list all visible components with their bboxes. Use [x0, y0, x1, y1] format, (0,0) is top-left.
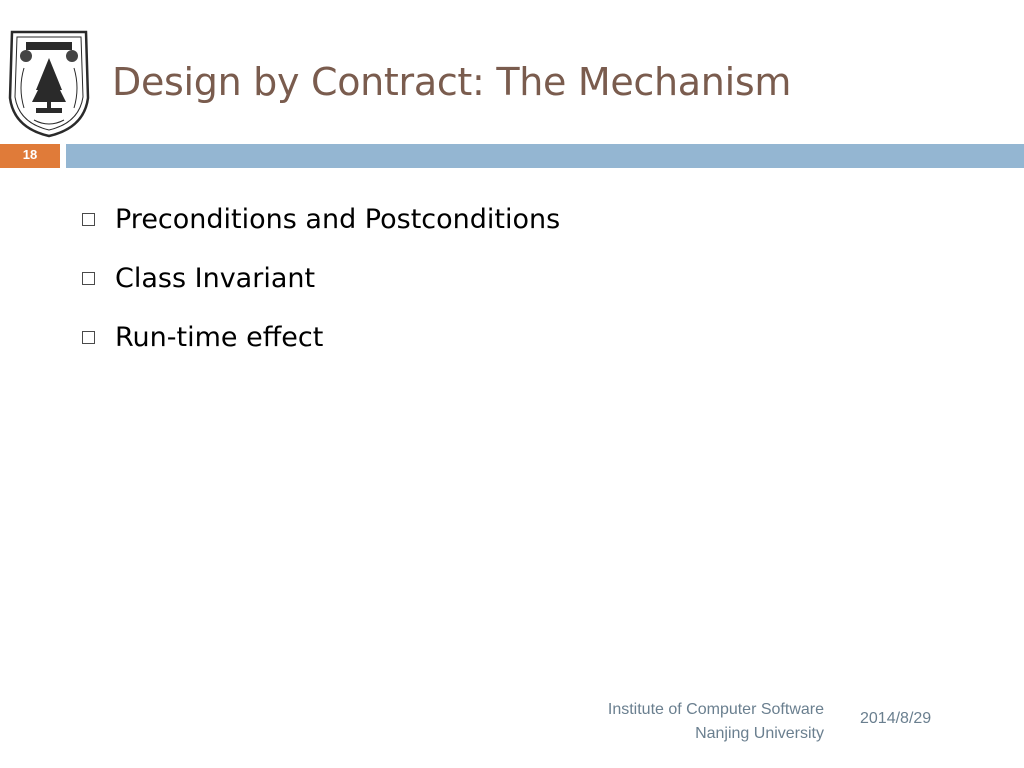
square-bullet-icon	[82, 213, 95, 226]
bullet-item	[82, 249, 560, 308]
footer-institution	[608, 698, 824, 746]
bullet-text: Preconditions and Postconditions	[115, 204, 561, 235]
square-bullet-icon	[82, 272, 95, 285]
footer-date: 2014/8/29	[860, 710, 932, 727]
bullet-item	[82, 308, 560, 367]
bullet-text: Run-time effect	[115, 322, 324, 353]
title-divider-bar	[66, 144, 1024, 168]
bullet-item	[82, 190, 560, 249]
footer-institute: Institute of Computer Software	[607, 701, 824, 718]
square-bullet-icon	[82, 331, 95, 344]
bullet-list	[82, 190, 560, 367]
slide-title: Design by Contract: The Mechanism	[112, 60, 792, 104]
nanjing-university-emblem-icon	[4, 28, 94, 138]
slide-number: 18	[0, 144, 60, 168]
bullet-text: Class Invariant	[115, 263, 316, 294]
footer-university: Nanjing University	[695, 725, 824, 742]
